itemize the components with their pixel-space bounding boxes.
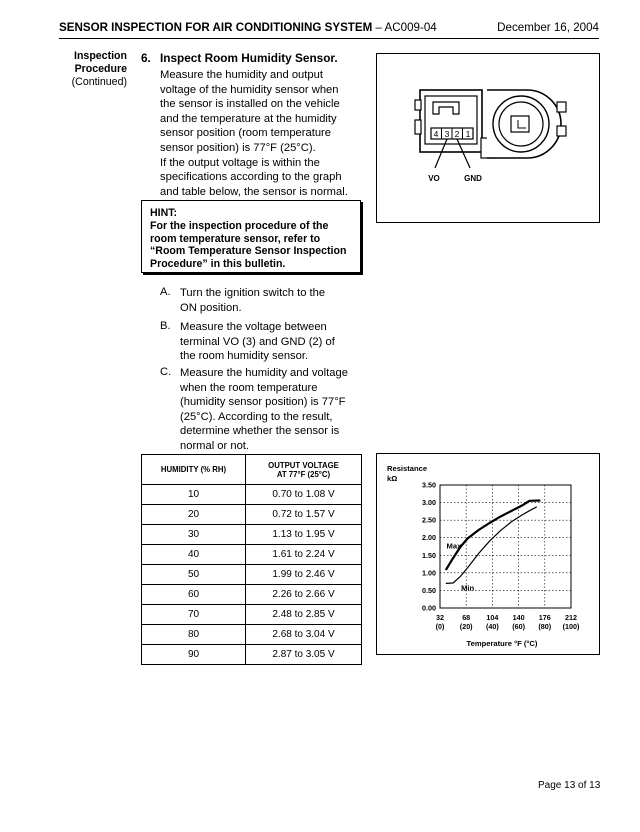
humidity-cell: 70	[142, 605, 246, 625]
section-label-line1: Inspection	[74, 50, 127, 62]
pin-label: 2	[454, 129, 460, 139]
section-label-line2: Procedure	[74, 63, 127, 75]
voltage-cell: 0.70 to 1.08 V	[246, 485, 362, 505]
sensor-tab	[557, 126, 566, 136]
section-label-line3: (Continued)	[71, 76, 127, 88]
hint-line: Procedure” in this bulletin.	[150, 257, 286, 270]
x-tick-label: 140	[512, 613, 525, 622]
header-title	[59, 21, 437, 34]
hint-body	[150, 220, 352, 270]
table-row	[142, 585, 362, 605]
voltage-cell: 2.26 to 2.66 V	[246, 585, 362, 605]
y-tick-label: 0.50	[422, 585, 436, 595]
substep-line: the room humidity sensor.	[180, 350, 309, 363]
voltage-header-line1: OUTPUT VOLTAGE	[268, 460, 339, 470]
table-row	[142, 525, 362, 545]
x-tick-label-celsius: (80)	[538, 622, 552, 631]
step-body-line: If the output voltage is within the	[160, 156, 320, 169]
step-body-line: specifications according to the graph	[160, 171, 342, 184]
substep-line: Turn the ignition switch to the	[180, 287, 326, 299]
humidity-cell: 80	[142, 625, 246, 645]
sensor-connector-figure	[376, 53, 600, 223]
section-label	[59, 50, 127, 89]
x-tick-label: 176	[538, 613, 551, 622]
substep-b-text	[180, 320, 360, 364]
x-tick-label: 68	[462, 613, 471, 622]
vo-label: VO	[428, 174, 440, 183]
table-row	[142, 545, 362, 565]
voltage-cell: 1.61 to 2.24 V	[246, 545, 362, 565]
substep-line: when the room temperature	[180, 381, 318, 394]
y-tick-label: 3.50	[422, 480, 436, 490]
substep-line: determine whether the sensor is	[180, 425, 340, 438]
y-tick-label: 3.00	[422, 498, 436, 508]
step-body-line: and table below, the sensor is normal.	[160, 185, 348, 198]
step-body-line: and the temperature at the humidity	[160, 112, 337, 125]
table-row	[142, 485, 362, 505]
substep-c-text	[180, 366, 360, 454]
y-tick-label: 2.50	[422, 515, 436, 525]
table-header-row	[142, 455, 362, 485]
table-row	[142, 605, 362, 625]
pin-label: 4	[433, 129, 439, 139]
sensor-tab	[557, 102, 566, 112]
chart-series	[446, 501, 541, 593]
humidity-cell: 60	[142, 585, 246, 605]
page-number: Page 13 of 13	[538, 780, 601, 791]
sensor-element	[511, 116, 529, 132]
substep-line: normal or not.	[180, 439, 250, 452]
humidity-cell: 40	[142, 545, 246, 565]
step-body-line: the sensor is installed on the vehicle	[160, 98, 340, 111]
gnd-label: GND	[464, 174, 482, 183]
x-tick-label-celsius: (20)	[459, 622, 473, 631]
chart-ylabel-unit: kΩ	[387, 474, 398, 483]
x-tick-label: 32	[436, 613, 444, 622]
x-tick-label-celsius: (0)	[435, 622, 445, 631]
series-label-min: Min	[461, 583, 475, 593]
substep-line: Measure the voltage between	[180, 321, 327, 333]
y-tick-label: 1.50	[422, 550, 436, 560]
series-label-max: Max	[446, 541, 462, 551]
header-date: December 16, 2004	[497, 21, 599, 34]
voltage-cell: 2.68 to 3.04 V	[246, 625, 362, 645]
chart-y-ticks	[422, 481, 436, 613]
y-tick-label: 1.00	[422, 568, 436, 578]
substep-line: ON position.	[180, 301, 242, 314]
header-title-text: SENSOR INSPECTION FOR AIR CONDITIONING SYSTEM	[59, 21, 373, 34]
humidity-cell: 50	[142, 565, 246, 585]
humidity-cell: 20	[142, 505, 246, 525]
hint-line: “Room Temperature Sensor Inspection	[150, 245, 347, 258]
x-tick-label-celsius: (40)	[486, 622, 499, 631]
voltage-cell: 2.87 to 3.05 V	[246, 645, 362, 665]
humidity-cell: 10	[142, 485, 246, 505]
pin-label: 1	[465, 129, 471, 139]
x-tick-label-celsius: (60)	[512, 622, 525, 631]
voltage-cell: 2.48 to 2.85 V	[246, 605, 362, 625]
chart-x-ticks	[436, 613, 580, 631]
y-tick-label: 0.00	[422, 603, 436, 613]
housing-tab	[415, 120, 421, 134]
humidity-voltage-table	[141, 454, 362, 665]
hint-box	[141, 200, 361, 273]
voltage-cell: 1.13 to 1.95 V	[246, 525, 362, 545]
series-line-max	[446, 501, 541, 571]
humidity-cell: 90	[142, 645, 246, 665]
substep-line: (25°C). According to the result,	[180, 410, 333, 423]
step-body-line: voltage of the humidity sensor when	[160, 83, 339, 96]
step-number: 6.	[141, 51, 151, 65]
bulletin-code: – AC009-04	[375, 21, 437, 34]
step-body-line: Measure the humidity and output	[160, 69, 323, 81]
substep-line: terminal VO (3) and GND (2) of	[180, 335, 335, 348]
x-tick-label: 104	[486, 613, 499, 622]
humidity-cell: 30	[142, 525, 246, 545]
voltage-cell: 0.72 to 1.57 V	[246, 505, 362, 525]
page-header	[59, 20, 599, 39]
substep-line: Measure the humidity and voltage	[180, 367, 348, 379]
table-row	[142, 625, 362, 645]
step-title: Inspect Room Humidity Sensor.	[160, 51, 338, 65]
step-body-line: sensor position) is 77°F (25°C).	[160, 141, 316, 154]
chart-xlabel: Temperature °F (°C)	[466, 639, 538, 648]
substep-line: (humidity sensor position) is 77°F	[180, 396, 346, 409]
x-tick-label: 212	[565, 613, 577, 622]
table-row	[142, 505, 362, 525]
humidity-column-header: HUMIDITY (% RH)	[142, 455, 246, 485]
y-tick-label: 2.00	[422, 533, 436, 543]
resistance-chart	[377, 454, 599, 654]
chart-ylabel: Resistance	[387, 464, 428, 473]
voltage-cell: 1.99 to 2.46 V	[246, 565, 362, 585]
substep-c-letter: C.	[160, 366, 172, 378]
housing-tab	[415, 100, 421, 110]
step-body	[160, 68, 360, 199]
x-tick-label-celsius: (100)	[562, 622, 580, 631]
pin-label: 3	[444, 129, 450, 139]
substep-b-letter: B.	[160, 320, 171, 332]
substep-a-letter: A.	[160, 286, 171, 298]
hint-title: HINT:	[150, 207, 178, 219]
substep-a-text	[180, 286, 360, 315]
resistance-chart-figure	[376, 453, 600, 655]
voltage-header-line2: AT 77°F (25°C)	[276, 469, 331, 479]
voltage-column-header	[246, 455, 362, 485]
table-row	[142, 565, 362, 585]
step-body-line: sensor position (room temperature	[160, 127, 331, 140]
hint-line: For the inspection procedure of the	[150, 220, 329, 232]
sensor-connector-drawing	[377, 54, 599, 222]
hint-line: room temperature sensor, refer to	[150, 232, 321, 245]
table-row	[142, 645, 362, 665]
